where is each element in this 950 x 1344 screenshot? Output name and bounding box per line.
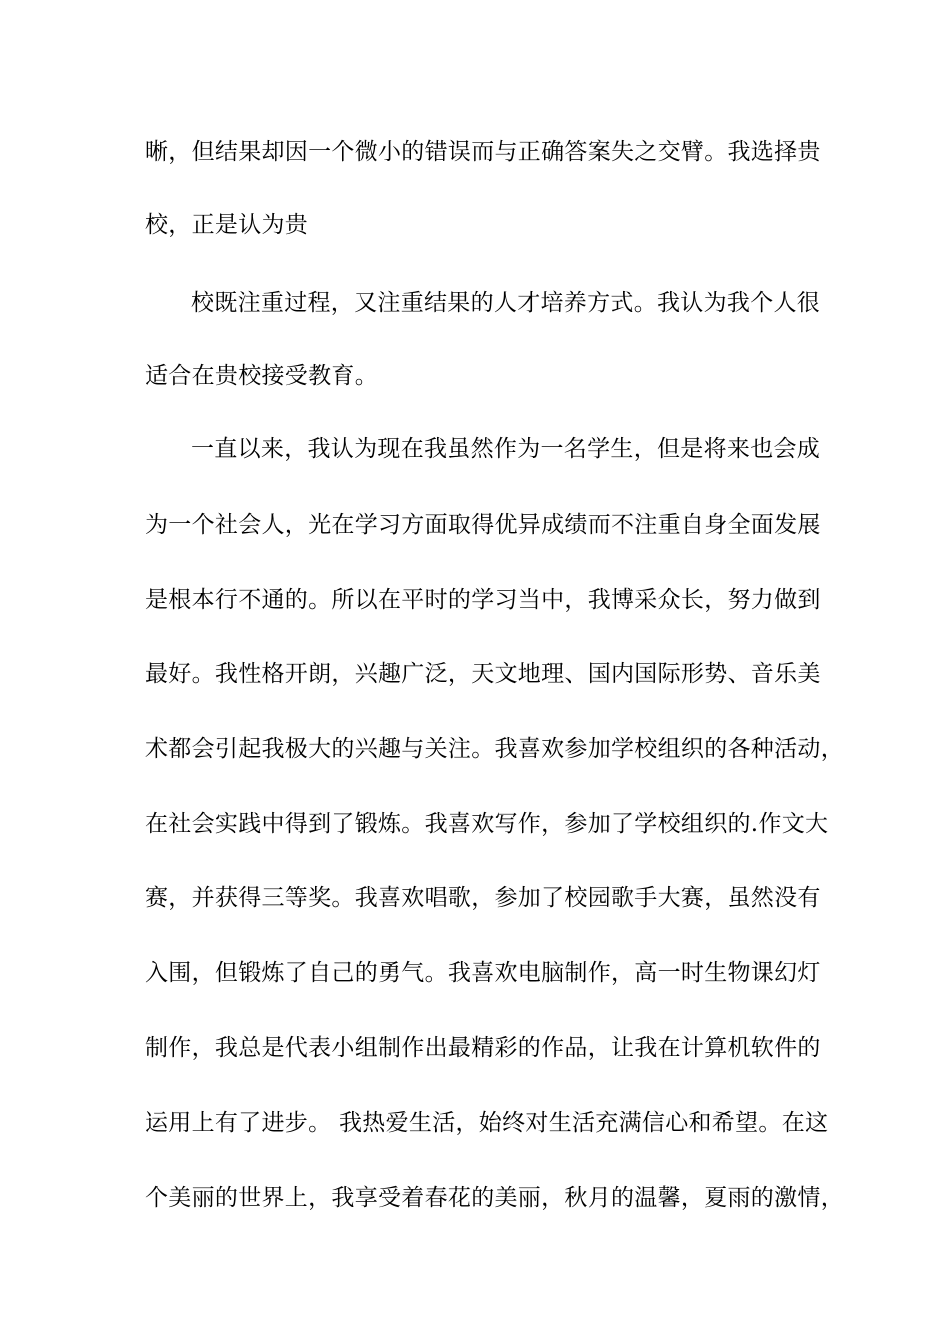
text-line: 入围，但锻炼了自己的勇气。我喜欢电脑制作，高一时生物课幻灯 <box>145 960 821 986</box>
text-line: 为一个社会人，光在学习方面取得优异成绩而不注重自身全面发展 <box>145 512 821 538</box>
text-line: 运用上有了进步。 我热爱生活，始终对生活充满信心和希望。在这 <box>145 1110 829 1136</box>
text-line: 术都会引起我极大的兴趣与关注。我喜欢参加学校组织的各种活动， <box>145 736 844 762</box>
text-line: 赛，并获得三等奖。我喜欢唱歌，参加了校园歌手大赛，虽然没有 <box>145 885 821 911</box>
text-line: 是根本行不通的。所以在平时的学习当中，我博采众长，努力做到 <box>145 587 821 613</box>
text-line: 个美丽的世界上，我享受着春花的美丽，秋月的温馨，夏雨的激情， <box>145 1185 844 1211</box>
text-line: 制作，我总是代表小组制作出最精彩的作品，让我在计算机软件的 <box>145 1035 821 1061</box>
text-line: 在社会实践中得到了锻炼。我喜欢写作，参加了学校组织的.作文大 <box>145 811 829 837</box>
text-line: 校，正是认为贵 <box>145 212 309 238</box>
text-line: 最好。我性格开朗，兴趣广泛，天文地理、国内国际形势、音乐美 <box>145 661 821 687</box>
paragraph-start-line: 校既注重过程，又注重结果的人才培养方式。我认为我个人很 <box>191 290 821 316</box>
paragraph-start-line: 一直以来，我认为现在我虽然作为一名学生，但是将来也会成 <box>191 436 821 462</box>
text-line: 适合在贵校接受教育。 <box>145 363 378 389</box>
text-line: 晰，但结果却因一个微小的错误而与正确答案失之交臂。我选择贵 <box>145 139 821 165</box>
